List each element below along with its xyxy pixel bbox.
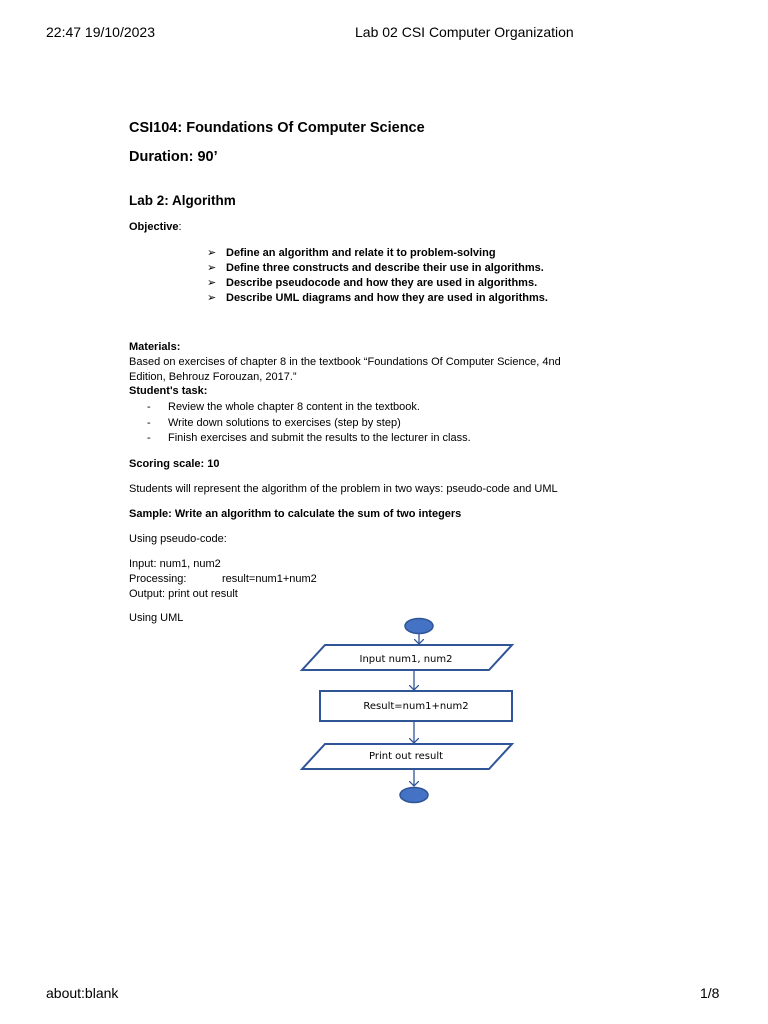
objective-label: Objective [129,221,179,233]
arrow-bullet-icon: ➢ [207,292,217,304]
arrow-bullet-icon: ➢ [207,262,217,274]
dash-bullet: - [147,401,151,413]
dash-bullet: - [147,416,151,429]
duration: Duration: 90’ [129,149,218,165]
print-url: about:blank [46,985,119,1001]
print-title: Lab 02 CSI Computer Organization [355,24,574,40]
task-item: - Review the whole chapter 8 content in the textbook. [147,400,471,416]
student-task-label: Student's task: [129,385,208,397]
represent-text: Students will represent the algorithm of the problem in two ways: pseudo-code and UML [129,483,558,495]
materials-label: Materials: [129,341,181,353]
sample-heading: Sample: Write an algorithm to calculate the sum of two integers [129,508,462,520]
pseudo-processing-label: Processing: [129,573,187,585]
pseudo-input: Input: num1, num2 [129,558,221,570]
dash-bullet: - [147,432,151,444]
materials-line-1: Based on exercises of chapter 8 in the textbook “Foundations Of Computer Science, 4nd [129,356,561,368]
objective-item: ➢ Describe UML diagrams and how they are used in algorithms. [207,292,548,304]
pseudo-output: Output: print out result [129,588,238,600]
task-item: - Finish exercises and submit the results to the lecturer in class. [147,431,471,447]
page-number: 1/8 [700,985,720,1001]
process-label: Result=num1+num2 [363,701,469,712]
materials-line-2: Edition, Behrouz Forouzan, 2017.” [129,371,297,383]
output-label: Print out result [368,751,444,762]
start-terminal [405,619,433,634]
pseudo-processing-value: result=num1+num2 [222,573,317,585]
scoring-scale: Scoring scale: 10 [129,458,220,470]
objective-item: ➢ Describe pseudocode and how they are used in algorithms. [207,277,538,289]
task-item: - Write down solutions to exercises (step by step) [147,416,471,432]
objective-item: ➢ Define an algorithm and relate it to problem-solving [207,247,496,259]
objective-colon: : [178,221,182,233]
lab-title: Lab 2: Algorithm [129,193,236,208]
arrow-bullet-icon: ➢ [207,247,217,259]
print-datetime: 22:47 19/10/2023 [46,24,155,40]
arrow-bullet-icon: ➢ [207,277,217,289]
input-label: Input num1, num2 [359,654,453,665]
course-title: CSI104: Foundations Of Computer Science [129,120,425,136]
using-uml-label: Using UML [129,612,184,624]
objective-item: ➢ Define three constructs and describe their use in algorithms. [207,262,544,274]
using-pseudo-label: Using pseudo-code: [129,533,227,545]
end-terminal [400,788,428,803]
